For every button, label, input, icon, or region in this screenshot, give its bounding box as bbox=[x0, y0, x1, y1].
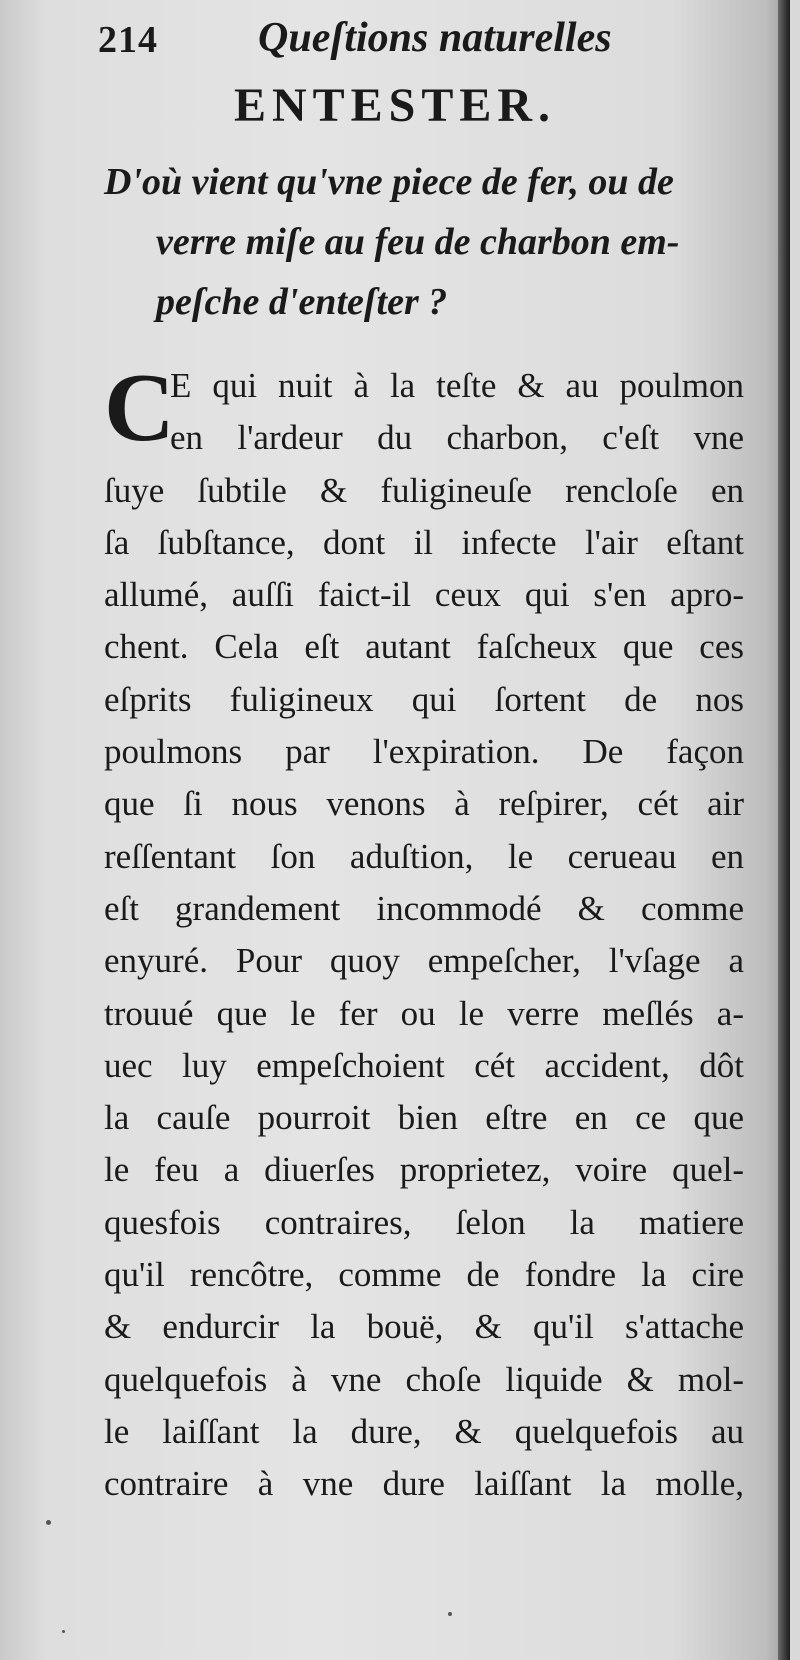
section-heading: ENTESTER. bbox=[233, 79, 557, 132]
body-line: que ſi nous venons à reſpirer, cét air bbox=[104, 784, 744, 824]
question-line: verre miſe au feu de charbon em- bbox=[156, 221, 680, 263]
body-line: reſſentant ſon aduſtion, le cerueau en bbox=[104, 836, 744, 876]
page-number: 214 bbox=[98, 19, 158, 61]
body-line: uec luy empeſchoient cét accident, dôt bbox=[104, 1045, 744, 1085]
body-line: chent. Cela eſt autant faſcheux que ces bbox=[104, 627, 744, 667]
body-paragraph bbox=[104, 354, 744, 1511]
body-line: E qui nuit à la teſte & au poulmon bbox=[170, 366, 744, 405]
question-line: peſche d'enteſter ? bbox=[156, 281, 448, 323]
body-line: eſprits fuligineux qui ſortent de nos bbox=[104, 679, 744, 719]
body-line: ſuye ſubtile & fuligineuſe rencloſe en bbox=[104, 470, 744, 510]
body-line: contraire à vne dure laiſſant la molle, bbox=[104, 1464, 744, 1504]
question-heading bbox=[104, 152, 744, 332]
paper-speck bbox=[448, 1612, 452, 1616]
running-head bbox=[98, 10, 698, 80]
body-line: en l'ardeur du charbon, c'eſt vne bbox=[170, 418, 744, 458]
drop-cap: C bbox=[104, 354, 175, 462]
body-line: ſa ſubſtance, dont il infecte l'air eſtant bbox=[104, 522, 744, 562]
question-line: D'où vient qu'vne piece de fer, ou de bbox=[104, 161, 674, 203]
body-line: allumé, auſſi faict-il ceux qui s'en apro- bbox=[104, 575, 744, 615]
body-line: quesfois contraires, ſelon la matiere bbox=[104, 1202, 744, 1242]
body-line: la cauſe pourroit bien eſtre en ce que bbox=[104, 1098, 744, 1138]
paper-speck bbox=[46, 1520, 51, 1525]
running-title: Queſtions naturelles bbox=[258, 15, 612, 61]
body-line: enyuré. Pour quoy empeſcher, l'vſage a bbox=[104, 941, 744, 981]
body-line: qu'il rencôtre, comme de fondre la cire bbox=[104, 1255, 744, 1295]
body-line: quelquefois à vne choſe liquide & mol- bbox=[104, 1359, 744, 1399]
body-line: & endurcir la bouë, & qu'il s'attache bbox=[104, 1307, 744, 1347]
body-line: eſt grandement incommodé & comme bbox=[104, 888, 744, 928]
body-line: le feu a diuerſes proprietez, voire quel- bbox=[104, 1150, 744, 1190]
page-gutter-shadow bbox=[778, 0, 790, 1660]
paper-speck bbox=[62, 1630, 65, 1633]
body-line: poulmons par l'expiration. De façon bbox=[104, 732, 744, 772]
body-line: trouué que le fer ou le verre meſlés a- bbox=[104, 993, 744, 1033]
body-line: le laiſſant la dure, & quelquefois au bbox=[104, 1411, 744, 1451]
